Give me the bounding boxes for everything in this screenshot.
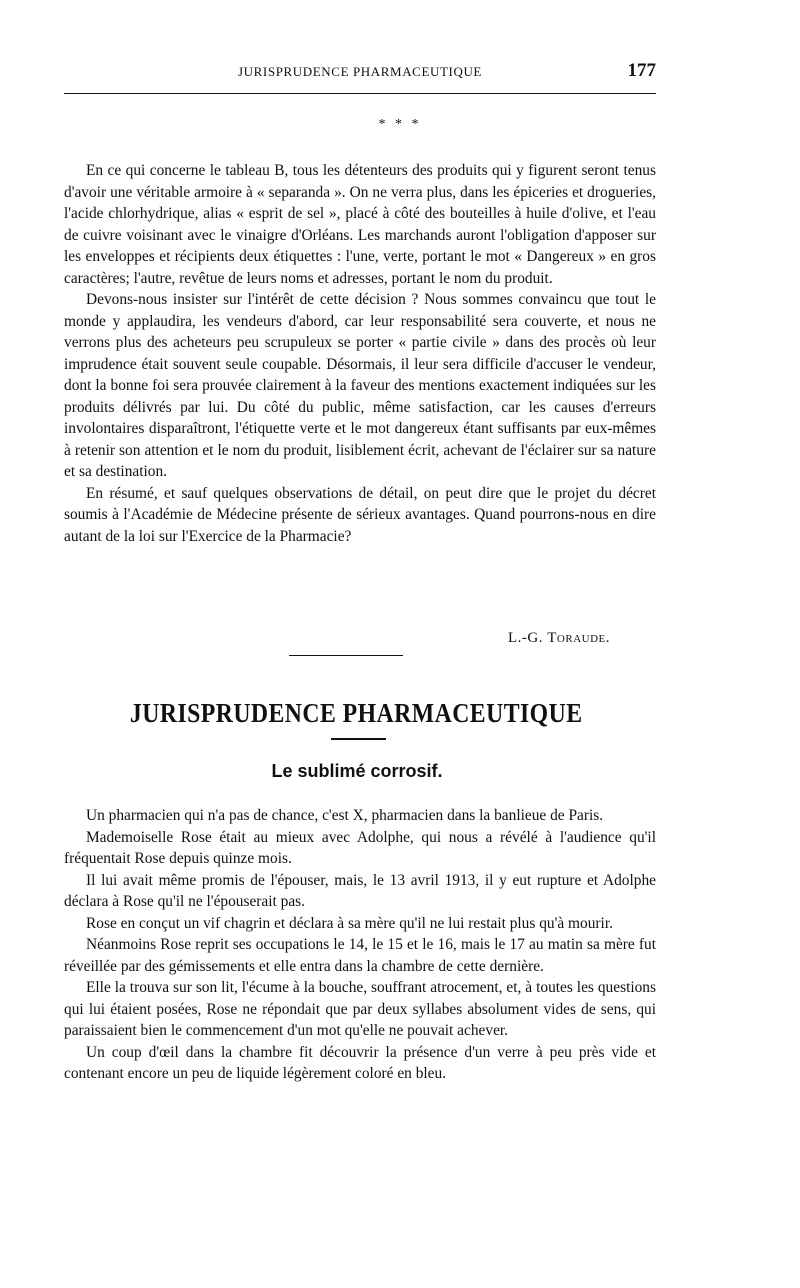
author-signature: [508, 630, 610, 647]
paragraph: En ce qui concerne le tableau B, tous les détenteurs des produits qui y figurent seront tenus d'avoir une véritable armoire à « separanda ». On ne verra plus, dans les épiceries et drogueries, l'acide chlorhydrique, alias « esprit de sel », placé à côté des bouteilles à huile d'olive, et l'eau de cuivre voisinant avec le vinaigre d'Orléans. Les marchands auront l'obligation d'apposer sur les enveloppes et récipients deux étiquettes : l'une, verte, portant le mot « Dangereux » en gros caractères; l'autre, revêtue de leurs noms et adresses, portant le nom du produit.: [64, 162, 656, 287]
paragraph: Mademoiselle Rose était au mieux avec Adolphe, qui nous a révélé à l'audience qu'il fréquentait Rose depuis quinze mois.: [64, 828, 656, 867]
article-title: Le sublimé corrosif.: [271, 761, 443, 781]
signature-initials: L.-G.: [508, 630, 548, 646]
paragraph: En résumé, et sauf quelques observations de détail, on peut dire que le projet du décret soumis à l'Académie de Médecine présente de sérieux avantages. Quand pourrons-nous en dire autant de la loi sur l'Exercice de la Pharmacie?: [64, 484, 656, 545]
section-heading: JURISPRUDENCE PHARMACEUTIQUE: [129, 698, 583, 728]
section-ornament: * * *: [378, 117, 422, 132]
running-header: [64, 60, 656, 84]
paragraph: Un coup d'œil dans la chambre fit découvrir la présence d'un verre à peu près vide et contenant encore un peu de liquide légèrement coloré en bleu.: [64, 1043, 656, 1082]
page-number: 177: [627, 60, 656, 81]
signature-name: Toraude.: [547, 630, 610, 646]
paragraph: Rose en conçut un vif chagrin et déclara à sa mère qu'il ne lui restait plus qu'à mourir.: [86, 914, 613, 932]
heading-rule: [331, 738, 386, 740]
section-divider: [289, 655, 403, 656]
section-2-body: [64, 805, 656, 1085]
running-title: JURISPRUDENCE PHARMACEUTIQUE: [238, 64, 482, 79]
section-1-body: [64, 160, 656, 547]
paragraph: Un pharmacien qui n'a pas de chance, c'est X, pharmacien dans la banlieue de Paris.: [86, 807, 604, 824]
paragraph: Il lui avait même promis de l'épouser, mais, le 13 avril 1913, il y eut rupture et Adolphe déclara à Rose qu'il ne l'épouserait pas.: [64, 871, 656, 910]
paragraph: Néanmoins Rose reprit ses occupations le 14, le 15 et le 16, mais le 17 au matin sa mère fut réveillée par des gémissements et elle entra dans la chambre de cette dernière.: [64, 936, 656, 975]
header-rule: [64, 93, 656, 94]
paragraph: Elle la trouva sur son lit, l'écume à la bouche, souffrant atrocement, et, à toutes les questions qui lui étaient posées, Rose ne répondait que par deux syllabes absolument vides de sens, qui paraissaient bien le commencement d'un mot qu'elle ne pouvait achever.: [64, 979, 656, 1039]
paragraph: Devons-nous insister sur l'intérêt de cette décision ? Nous sommes convaincu que tout le monde y applaudira, les vendeurs d'abord, car leur responsabilité sera couverte, et nous ne verrons plus des acheteurs peu scrupuleux se porter « partie civile » dans des procès où leur imprudence était souvent seule coupable. Désormais, il leur sera difficile d'accuser le vendeur, dont la bonne foi sera prouvée clairement à la faveur des mentions exactement indiquées sur les produits délivrés par lui. Du côté du public, même satisfaction, car les causes d'erreurs involontaires disparaîtront, l'étiquette verte et le mot dangereux étant suffisants par eux-mêmes à retenir son attention et le nom du produit, lisiblement écrit, achevant de l'éclairer sur sa nature et sa destination.: [64, 291, 656, 480]
